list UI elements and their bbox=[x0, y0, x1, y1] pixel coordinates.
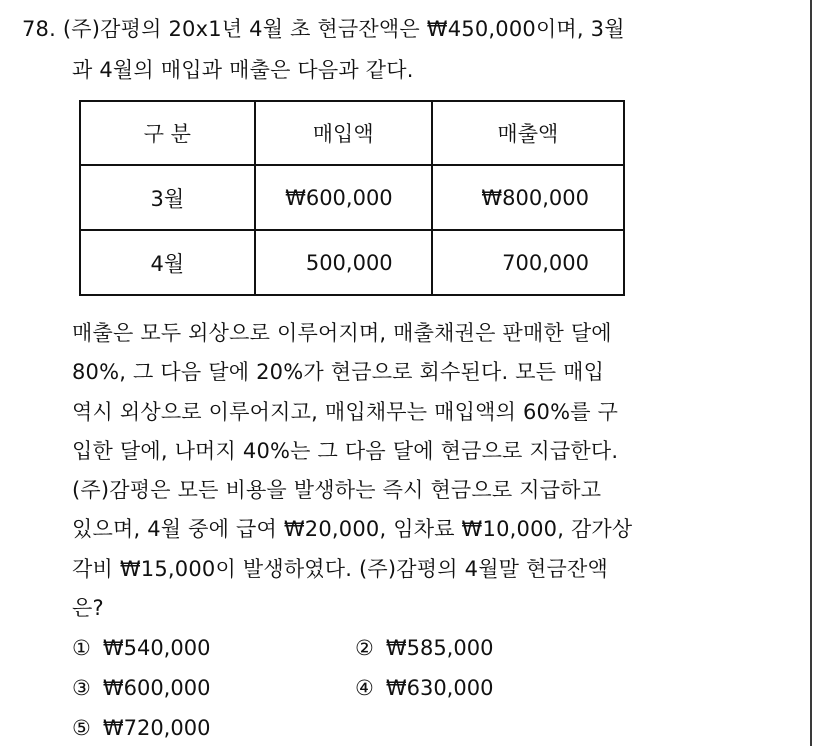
row-month: 4월 bbox=[80, 230, 255, 295]
header-sales: 매출액 bbox=[432, 101, 624, 165]
choice-2[interactable] bbox=[355, 634, 493, 662]
body-line: 있으며, 4월 중에 급여 ₩20,000, 임차료 ₩10,000, 감가상 bbox=[72, 517, 633, 542]
body-line: 은? bbox=[72, 596, 104, 621]
choice-5[interactable] bbox=[72, 714, 210, 742]
header-category: 구 분 bbox=[80, 101, 255, 165]
table-header-row bbox=[80, 101, 624, 165]
choice-1[interactable] bbox=[72, 634, 210, 662]
choice-marker: ③ bbox=[72, 676, 91, 700]
row-month: 3월 bbox=[80, 165, 255, 230]
choice-marker: ⑤ bbox=[72, 716, 91, 740]
choice-marker: ② bbox=[355, 636, 374, 660]
choice-text: ₩600,000 bbox=[102, 676, 211, 700]
body-line: 입한 달에, 나머지 40%는 그 다음 달에 현금으로 지급한다. bbox=[72, 438, 619, 463]
row-purchases: ₩600,000 bbox=[255, 165, 432, 230]
table-row bbox=[80, 230, 624, 295]
body-line: 역시 외상으로 이루어지고, 매입채무는 매입액의 60%를 구 bbox=[72, 399, 619, 424]
row-sales: 700,000 bbox=[432, 230, 624, 295]
body-line: 매출은 모두 외상으로 이루어지며, 매출채권은 판매한 달에 bbox=[72, 321, 612, 345]
body-line: 각비 ₩15,000이 발생하였다. (주)감평의 4월말 현금잔액 bbox=[72, 556, 608, 581]
body-line: (주)감평은 모든 비용을 발생하는 즉시 현금으로 지급하고 bbox=[72, 478, 602, 503]
choice-3[interactable] bbox=[72, 674, 210, 702]
purchase-sales-table bbox=[79, 100, 625, 296]
question-stem-line-2: 과 4월의 매입과 매출은 다음과 같다. bbox=[72, 58, 414, 82]
table-row bbox=[80, 165, 624, 230]
question-stem-line-1: 78. (주)감평의 20x1년 4월 초 현금잔액은 ₩450,000이며, 3월 bbox=[22, 17, 625, 41]
choice-4[interactable] bbox=[355, 674, 493, 702]
choice-text: ₩585,000 bbox=[385, 636, 494, 660]
choice-marker: ① bbox=[72, 636, 91, 660]
choice-marker: ④ bbox=[355, 676, 374, 700]
question-body bbox=[72, 314, 812, 628]
row-sales: ₩800,000 bbox=[432, 165, 624, 230]
header-purchases: 매입액 bbox=[255, 101, 432, 165]
choice-text: ₩540,000 bbox=[102, 636, 211, 660]
row-purchases: 500,000 bbox=[255, 230, 432, 295]
choice-text: ₩630,000 bbox=[385, 676, 494, 700]
choice-text: ₩720,000 bbox=[102, 716, 211, 740]
body-line: 80%, 그 다음 달에 20%가 현금으로 회수된다. 모든 매입 bbox=[72, 360, 605, 385]
